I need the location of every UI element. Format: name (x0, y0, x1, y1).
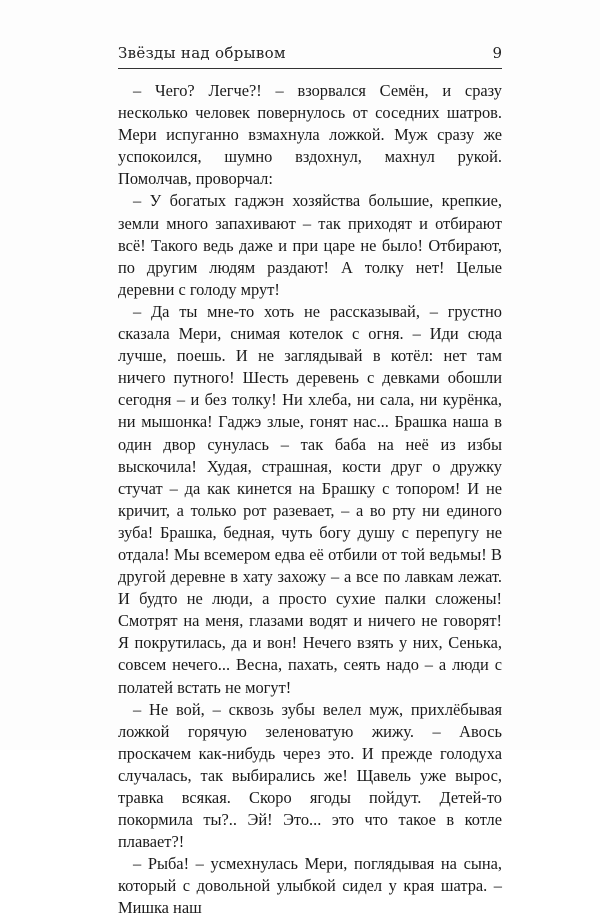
header-rule (118, 68, 502, 69)
paragraph: – Да ты мне-то хоть не рассказывай, – грустно сказала Мери, снимая котелок с огня. – Иди сюда лучше, поешь. И не заглядывай в котёл: нет там ничего путного! Шесть деревень с девками обошли сегодня – и без толку! Ни хлеба, ни сала, ни курёнка, ни мышонка! Гаджэ злые, гонят нас... Брашка наша в один двор сунулась – так баба на неё из избы выскочила! Худая, страшная, кости друг о дружку стучат – да как кинется на Брашку с топором! И не кричит, а только рот разевает, – а во рту ни единого зуба! Брашка, бедная, чуть богу душу с перепугу не отдала! Мы всемером едва её отбили от той ведьмы! В другой деревне в хату захожу – а все по лавкам лежат. И будто не люди, а просто сухие палки сложены! Смотрят на меня, глазами водят и ничего не говорят! Я покрутилась, да и вон! Нечего взять у них, Сенька, совсем нечего... Весна, пахать, сеять надо – а люди с полатей встать не могут! (118, 301, 502, 697)
body-text (118, 80, 502, 920)
page-number: 9 (492, 44, 502, 62)
paragraph: – Не вой, – сквозь зубы велел муж, прихлёбывая ложкой горячую зеленоватую жижу. – Авось проскачем как-нибудь через это. И прежде голодуха случалась, так выбирались же! Щавель уже вырос, травка всякая. Скоро ягоды пойдут. Детей-то покормила ты?.. Эй! Это... это что такое в котле плавает?! (118, 699, 502, 852)
paragraph: – У богатых гаджэн хозяйства большие, крепкие, земли много запахивают – так приходят и отбирают всё! Такого ведь даже и при царе не было! Отбирают, по другим людям раздают! А толку нет! Целые деревни с голоду мрут! (118, 191, 502, 299)
running-head (118, 44, 502, 64)
paragraph: – Чего? Легче?! – взорвался Семён, и сразу несколько человек повернулось от соседних шатров. Мери испуганно взмахнула ложкой. Муж сразу же успокоился, шумно вздохнул, махнул рукой. Помолчав, проворчал: (118, 81, 502, 189)
paragraph: – Рыба! – усмехнулась Мери, поглядывая на сына, который с довольной улыбкой сидел у края шатра. – Мишка наш (118, 854, 502, 918)
running-title: Звёзды над обрывом (118, 44, 286, 62)
